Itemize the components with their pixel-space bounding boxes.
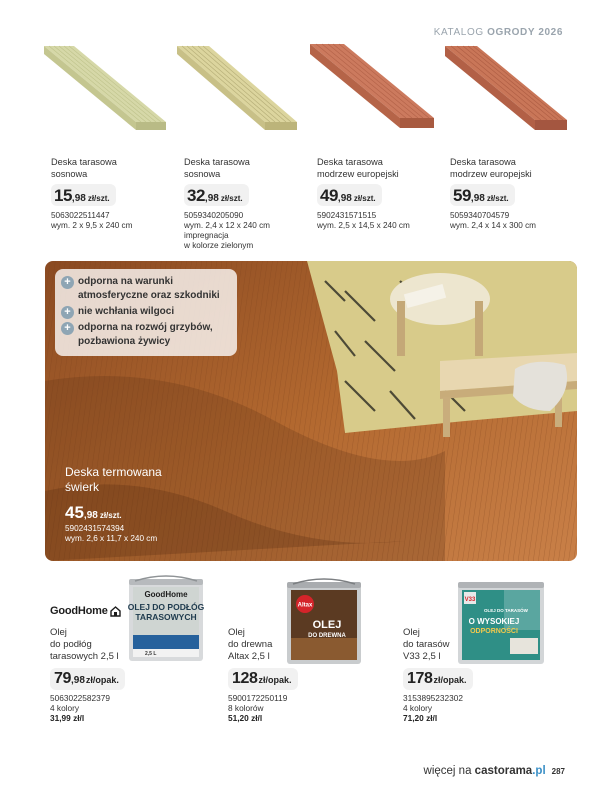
svg-text:OLEJ DO TARASÓW: OLEJ DO TARASÓW (484, 608, 528, 613)
plank-image (38, 38, 170, 148)
product-meta: 3153895232302 4 kolory (403, 693, 463, 713)
product-card[interactable] (304, 38, 436, 230)
catalog-title: OGRODY 2026 (487, 27, 563, 38)
product-name: Olej do podłóg tarasowych 2,5 l (50, 627, 119, 662)
product-name: Deska tarasowa sosnowa (51, 157, 117, 179)
svg-text:O WYSOKIEJ: O WYSOKIEJ (468, 617, 520, 626)
page-number: 287 (551, 767, 565, 776)
product-price: 178zł/opak. (403, 668, 473, 690)
footer-tld: .pl (532, 765, 546, 777)
hero-product-meta: 5902431574394 wym. 2,6 x 11,7 x 240 cm (65, 524, 158, 543)
price-per-liter: 31,99 zł/l (50, 713, 85, 723)
product-price: 49,98 zł/szt. (317, 184, 382, 206)
product-card[interactable] (38, 38, 170, 230)
product-meta: 5900172250119 8 kolorów (228, 693, 288, 713)
svg-text:OLEJ: OLEJ (312, 619, 342, 631)
feature-item: + odporna na warunki atmosferyczne oraz szkodniki (61, 275, 229, 303)
hero-product-info (65, 465, 162, 544)
catalog-label: KATALOG (433, 27, 484, 38)
svg-text:2,5 L: 2,5 L (145, 651, 157, 657)
svg-text:OLEJ DO PODŁÓG: OLEJ DO PODŁÓG (127, 602, 205, 612)
svg-text:ODPORNOŚCI: ODPORNOŚCI (470, 628, 518, 635)
goodhome-logo: GoodHome (50, 605, 121, 617)
product-card[interactable] (50, 627, 125, 723)
footer (424, 765, 565, 777)
product-name: Deska tarasowa modrzew europejski (450, 157, 532, 179)
product-card[interactable] (403, 627, 473, 723)
top-products (38, 38, 578, 263)
feature-item: + nie wchłania wilgoci (61, 305, 229, 319)
svg-text:DO DREWNA: DO DREWNA (308, 633, 346, 639)
product-meta: 5063022511447 wym. 2 x 9,5 x 240 cm (51, 211, 133, 230)
plank-image (437, 38, 569, 148)
catalog-header (434, 27, 563, 38)
price-per-liter: 71,20 zł/l (403, 713, 438, 723)
product-meta: 5059340704579 wym. 2,4 x 14 x 300 cm (450, 211, 537, 230)
product-price: 79,98zł/opak. (50, 668, 125, 690)
house-icon (110, 606, 121, 617)
product-name: Olej do tarasów V33 2,5 l (403, 627, 450, 662)
footer-link[interactable]: castorama (474, 765, 533, 777)
product-name: Olej do drewna Altax 2,5 l (228, 627, 273, 662)
plus-icon: + (61, 276, 74, 289)
svg-text:TARASOWYCH: TARASOWYCH (135, 612, 197, 622)
feature-item: + odporna na rozwój grzybów, pozbawiona żywicy (61, 321, 229, 349)
hero-product-name: Deska termowana świerk (65, 465, 162, 494)
product-meta: 5902431571515 wym. 2,5 x 14,5 x 240 cm (317, 211, 410, 230)
svg-text:V33: V33 (464, 597, 476, 603)
plus-icon: + (61, 306, 74, 319)
svg-text:Altax: Altax (297, 602, 313, 609)
product-card[interactable] (437, 38, 569, 230)
hero-product-price: 45,98 zł/szt. (65, 503, 122, 522)
product-name: Deska tarasowa sosnowa (184, 157, 250, 179)
product-price: 32,98 zł/szt. (184, 184, 249, 206)
footer-text: więcej na (423, 765, 475, 777)
product-card[interactable] (228, 627, 298, 723)
plank-image (171, 38, 303, 148)
product-price: 128zł/opak. (228, 668, 298, 690)
product-card[interactable] (171, 38, 303, 250)
plus-icon: + (61, 322, 74, 335)
product-price: 15,98 zł/szt. (51, 184, 116, 206)
hero-banner[interactable] (45, 261, 577, 561)
product-meta: 5063022582379 4 kolory (50, 693, 110, 713)
plank-image (304, 38, 436, 148)
product-name: Deska tarasowa modrzew europejski (317, 157, 399, 179)
product-meta: 5059340205090 wym. 2,4 x 12 x 240 cm impregnacja w kolorze zielonym (184, 211, 271, 250)
goodhome-oil-can (125, 575, 207, 668)
product-price: 59,98 zł/szt. (450, 184, 515, 206)
svg-text:GoodHome: GoodHome (144, 590, 188, 599)
feature-list (55, 269, 237, 356)
price-per-liter: 51,20 zł/l (228, 713, 263, 723)
